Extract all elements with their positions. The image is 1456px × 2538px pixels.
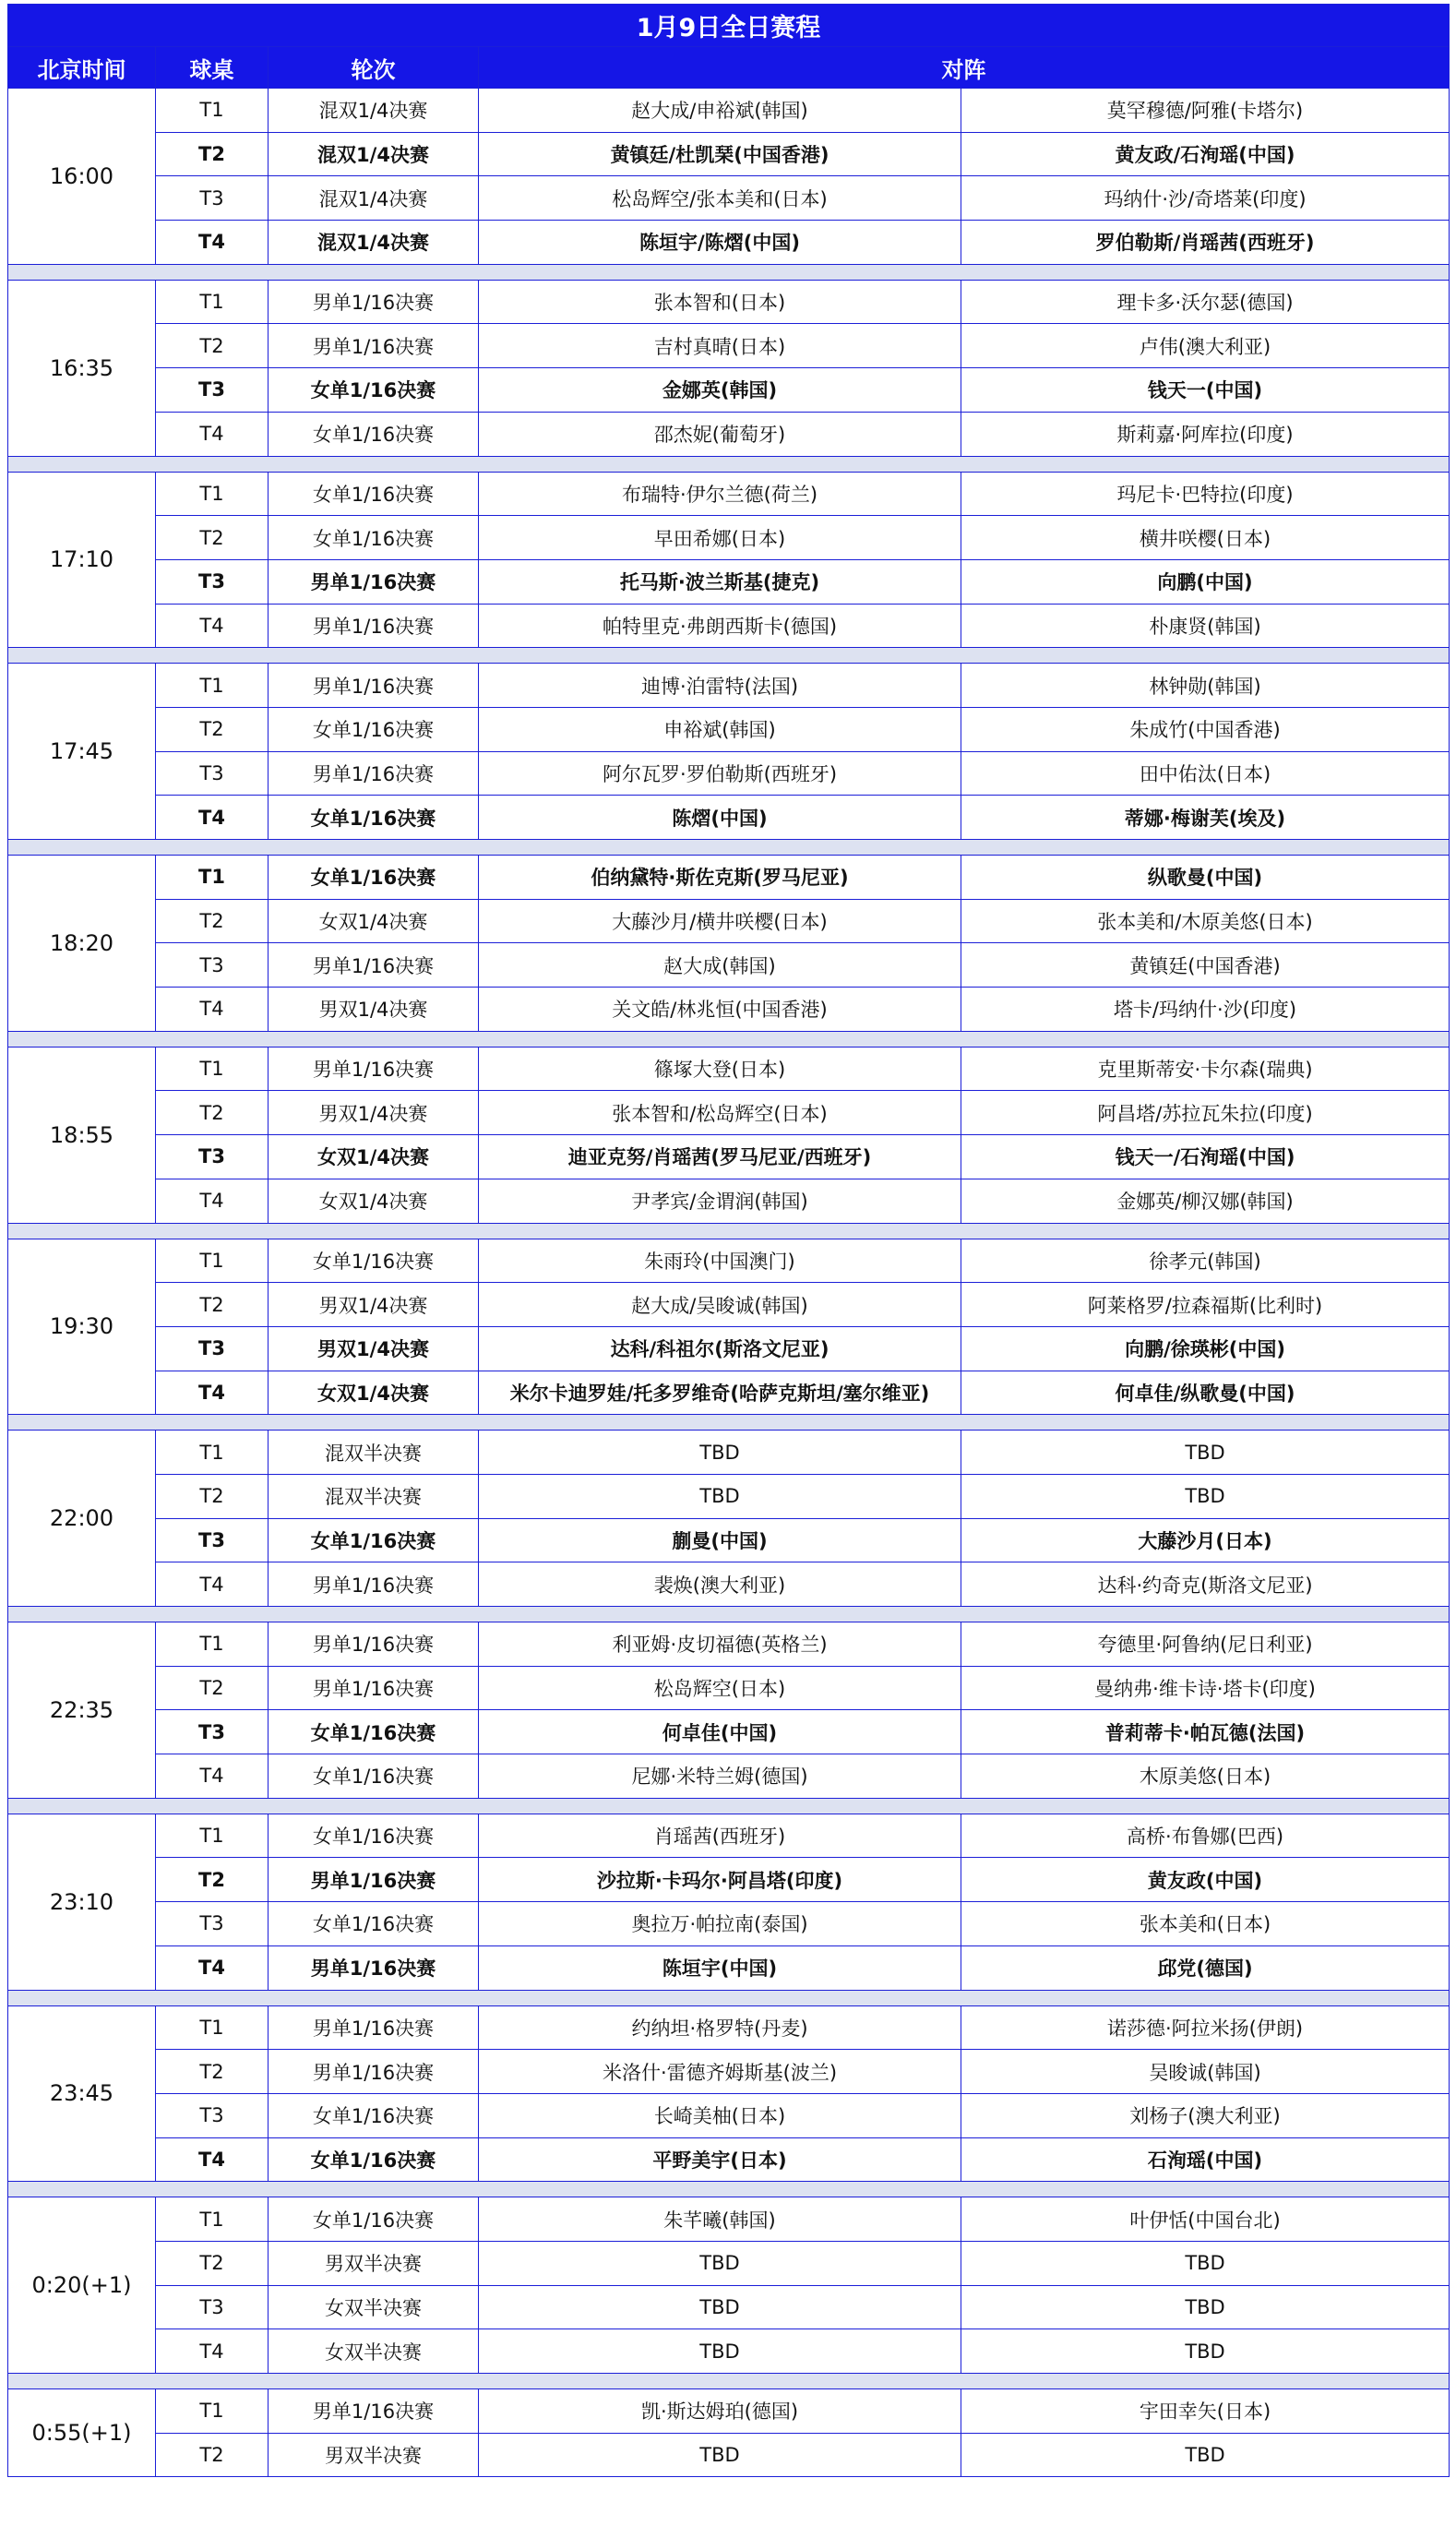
group-separator — [8, 1798, 1450, 1814]
round-cell: 男单1/16决赛 — [269, 2389, 479, 2434]
player-left: TBD — [479, 2329, 961, 2374]
separator-cell — [8, 2374, 1450, 2389]
match-row — [8, 1754, 1450, 1799]
round-cell: 男双1/4决赛 — [269, 1326, 479, 1371]
header-round: 轮次 — [269, 47, 479, 89]
player-left: TBD — [479, 2285, 961, 2329]
header-matchup: 对阵 — [479, 47, 1450, 89]
time-slot: 23:45 — [8, 2005, 156, 2182]
player-left: 大藤沙月/横井咲樱(日本) — [479, 899, 961, 943]
player-right: TBD — [961, 2433, 1450, 2477]
player-right: 诺莎德·阿拉米扬(伊朗) — [961, 2005, 1450, 2050]
player-right: 克里斯蒂安·卡尔森(瑞典) — [961, 1047, 1450, 1091]
round-cell: 男双1/4决赛 — [269, 1283, 479, 1327]
player-left: TBD — [479, 2433, 961, 2477]
player-right: TBD — [961, 2329, 1450, 2374]
time-slot: 18:55 — [8, 1047, 156, 1223]
group-separator — [8, 264, 1450, 280]
player-right: 张本美和(日本) — [961, 1902, 1450, 1946]
match-row — [8, 1710, 1450, 1754]
player-right: 向鹏(中国) — [961, 559, 1450, 604]
player-left: 米尔卡迪罗娃/托多罗维奇(哈萨克斯坦/塞尔维亚) — [479, 1371, 961, 1415]
table-cell: T4 — [156, 988, 269, 1032]
player-left: 张本智和(日本) — [479, 280, 961, 324]
table-cell: T1 — [156, 2005, 269, 2050]
time-slot: 22:00 — [8, 1431, 156, 1607]
separator-cell — [8, 648, 1450, 664]
player-left: 关文皓/林兆恒(中国香港) — [479, 988, 961, 1032]
match-row — [8, 899, 1450, 943]
round-cell: 男双半决赛 — [269, 2241, 479, 2285]
player-right: 黄友政(中国) — [961, 1858, 1450, 1902]
player-right: 钱天一(中国) — [961, 368, 1450, 413]
table-cell: T1 — [156, 1431, 269, 1475]
player-left: 奥拉万·帕拉南(泰国) — [479, 1902, 961, 1946]
table-cell: T1 — [156, 1047, 269, 1091]
player-right: 金娜英/柳汉娜(韩国) — [961, 1179, 1450, 1223]
player-left: 赵大成(韩国) — [479, 943, 961, 988]
table-cell: T4 — [156, 412, 269, 456]
match-row — [8, 221, 1450, 265]
match-row — [8, 1091, 1450, 1135]
separator-cell — [8, 840, 1450, 856]
group-separator — [8, 456, 1450, 472]
player-left: 伯纳黛特·斯佐克斯(罗马尼亚) — [479, 856, 961, 900]
match-row — [8, 2093, 1450, 2137]
table-cell: T3 — [156, 1902, 269, 1946]
player-right: 宇田幸矢(日本) — [961, 2389, 1450, 2434]
table-cell: T3 — [156, 1326, 269, 1371]
player-left: 张本智和/松岛辉空(日本) — [479, 1091, 961, 1135]
player-right: 蒂娜·梅谢芙(埃及) — [961, 796, 1450, 840]
table-cell: T4 — [156, 1945, 269, 1990]
match-row — [8, 2241, 1450, 2285]
round-cell: 女单1/16决赛 — [269, 856, 479, 900]
time-slot: 0:20(+1) — [8, 2197, 156, 2374]
player-left: 帕特里克·弗朗西斯卡(德国) — [479, 604, 961, 648]
table-cell: T2 — [156, 899, 269, 943]
player-right: 莫罕穆德/阿雅(卡塔尔) — [961, 89, 1450, 133]
table-cell: T2 — [156, 1091, 269, 1135]
time-slot: 16:35 — [8, 280, 156, 456]
table-cell: T2 — [156, 1283, 269, 1327]
round-cell: 女单1/16决赛 — [269, 796, 479, 840]
round-cell: 混双半决赛 — [269, 1474, 479, 1518]
header-table: 球桌 — [156, 47, 269, 89]
player-right: 吴晙诚(韩国) — [961, 2050, 1450, 2094]
time-slot: 19:30 — [8, 1239, 156, 1415]
match-row — [8, 516, 1450, 560]
table-cell: T1 — [156, 2197, 269, 2242]
player-left: 迪亚克努/肖瑶茜(罗马尼亚/西班牙) — [479, 1135, 961, 1179]
match-row — [8, 1283, 1450, 1327]
player-left: 申裕斌(韩国) — [479, 707, 961, 751]
match-row — [8, 1562, 1450, 1607]
player-right: 木原美悠(日本) — [961, 1754, 1450, 1799]
table-cell: T4 — [156, 1754, 269, 1799]
match-row — [8, 1622, 1450, 1667]
match-row — [8, 1474, 1450, 1518]
player-left: 何卓佳(中国) — [479, 1710, 961, 1754]
separator-cell — [8, 2182, 1450, 2197]
player-right: 纵歌曼(中国) — [961, 856, 1450, 900]
table-cell: T1 — [156, 1814, 269, 1858]
separator-cell — [8, 1031, 1450, 1047]
round-cell: 男单1/16决赛 — [269, 1858, 479, 1902]
table-cell: T2 — [156, 1666, 269, 1710]
player-left: 吉村真晴(日本) — [479, 324, 961, 368]
player-right: 何卓佳/纵歌曼(中国) — [961, 1371, 1450, 1415]
table-cell: T2 — [156, 707, 269, 751]
match-row — [8, 2433, 1450, 2477]
player-right: 张本美和/木原美悠(日本) — [961, 899, 1450, 943]
schedule-title: 1月9日全日赛程 — [8, 5, 1450, 47]
round-cell: 女双1/4决赛 — [269, 1371, 479, 1415]
table-cell: T4 — [156, 604, 269, 648]
round-cell: 男单1/16决赛 — [269, 324, 479, 368]
separator-cell — [8, 456, 1450, 472]
round-cell: 男单1/16决赛 — [269, 1622, 479, 1667]
match-row — [8, 2329, 1450, 2374]
table-cell: T3 — [156, 559, 269, 604]
table-cell: T4 — [156, 1179, 269, 1223]
table-cell: T3 — [156, 1710, 269, 1754]
match-row — [8, 2285, 1450, 2329]
player-left: 尼娜·米特兰姆(德国) — [479, 1754, 961, 1799]
table-cell: T1 — [156, 1239, 269, 1283]
round-cell: 男单1/16决赛 — [269, 1945, 479, 1990]
player-left: TBD — [479, 1431, 961, 1475]
player-left: 陈垣宇/陈熠(中国) — [479, 221, 961, 265]
table-cell: T2 — [156, 516, 269, 560]
round-cell: 女双半决赛 — [269, 2329, 479, 2374]
match-row — [8, 472, 1450, 516]
round-cell: 女单1/16决赛 — [269, 1814, 479, 1858]
round-cell: 女双1/4决赛 — [269, 1135, 479, 1179]
match-row — [8, 132, 1450, 176]
round-cell: 女单1/16决赛 — [269, 1754, 479, 1799]
match-row — [8, 324, 1450, 368]
round-cell: 男单1/16决赛 — [269, 664, 479, 708]
table-cell: T2 — [156, 324, 269, 368]
player-right: 高桥·布鲁娜(巴西) — [961, 1814, 1450, 1858]
player-left: 松岛辉空(日本) — [479, 1666, 961, 1710]
player-left: 沙拉斯·卡玛尔·阿昌塔(印度) — [479, 1858, 961, 1902]
group-separator — [8, 1990, 1450, 2005]
player-left: 早田希娜(日本) — [479, 516, 961, 560]
player-left: 凯·斯达姆珀(德国) — [479, 2389, 961, 2434]
round-cell: 男单1/16决赛 — [269, 559, 479, 604]
player-right: TBD — [961, 2241, 1450, 2285]
player-right: 曼纳弗·维卡诗·塔卡(印度) — [961, 1666, 1450, 1710]
table-cell: T3 — [156, 2285, 269, 2329]
table-cell: T3 — [156, 751, 269, 796]
round-cell: 女单1/16决赛 — [269, 516, 479, 560]
group-separator — [8, 1415, 1450, 1431]
separator-cell — [8, 264, 1450, 280]
table-cell: T4 — [156, 2137, 269, 2182]
title-row — [8, 5, 1450, 47]
round-cell: 男单1/16决赛 — [269, 2050, 479, 2094]
player-right: 玛尼卡·巴特拉(印度) — [961, 472, 1450, 516]
match-row — [8, 1371, 1450, 1415]
player-right: 朴康贤(韩国) — [961, 604, 1450, 648]
match-row — [8, 368, 1450, 413]
table-cell: T2 — [156, 1858, 269, 1902]
match-row — [8, 988, 1450, 1032]
round-cell: 男双1/4决赛 — [269, 988, 479, 1032]
match-row — [8, 1047, 1450, 1091]
table-cell: T1 — [156, 280, 269, 324]
header-time: 北京时间 — [8, 47, 156, 89]
player-left: 尹孝宾/金谓润(韩国) — [479, 1179, 961, 1223]
round-cell: 女单1/16决赛 — [269, 707, 479, 751]
time-slot: 16:00 — [8, 89, 156, 265]
player-left: 篠塚大登(日本) — [479, 1047, 961, 1091]
player-left: TBD — [479, 2241, 961, 2285]
table-cell: T2 — [156, 2241, 269, 2285]
table-cell: T3 — [156, 2093, 269, 2137]
round-cell: 混双1/4决赛 — [269, 221, 479, 265]
match-row — [8, 1902, 1450, 1946]
time-slot: 23:10 — [8, 1814, 156, 1990]
separator-cell — [8, 1223, 1450, 1239]
player-left: 金娜英(韩国) — [479, 368, 961, 413]
player-right: 斯莉嘉·阿库拉(印度) — [961, 412, 1450, 456]
schedule-table — [7, 4, 1450, 2477]
player-right: TBD — [961, 1431, 1450, 1475]
player-left: 阿尔瓦罗·罗伯勒斯(西班牙) — [479, 751, 961, 796]
player-left: 裴焕(澳大利亚) — [479, 1562, 961, 1607]
player-right: 普莉蒂卡·帕瓦德(法国) — [961, 1710, 1450, 1754]
player-right: 横井咲樱(日本) — [961, 516, 1450, 560]
round-cell: 混双1/4决赛 — [269, 132, 479, 176]
round-cell: 女单1/16决赛 — [269, 2137, 479, 2182]
player-left: 布瑞特·伊尔兰德(荷兰) — [479, 472, 961, 516]
round-cell: 女单1/16决赛 — [269, 1710, 479, 1754]
round-cell: 女双半决赛 — [269, 2285, 479, 2329]
player-left: TBD — [479, 1474, 961, 1518]
time-slot: 18:20 — [8, 856, 156, 1032]
match-row — [8, 1858, 1450, 1902]
player-right: TBD — [961, 1474, 1450, 1518]
table-cell: T2 — [156, 1474, 269, 1518]
table-cell: T4 — [156, 796, 269, 840]
player-left: 陈垣宇(中国) — [479, 1945, 961, 1990]
player-right: 阿昌塔/苏拉瓦朱拉(印度) — [961, 1091, 1450, 1135]
table-cell: T1 — [156, 856, 269, 900]
player-right: 卢伟(澳大利亚) — [961, 324, 1450, 368]
player-right: 黄友政/石洵瑶(中国) — [961, 132, 1450, 176]
player-right: 石洵瑶(中国) — [961, 2137, 1450, 2182]
table-cell: T3 — [156, 176, 269, 221]
player-right: TBD — [961, 2285, 1450, 2329]
player-left: 赵大成/吴晙诚(韩国) — [479, 1283, 961, 1327]
time-slot: 17:45 — [8, 664, 156, 840]
player-left: 黄镇廷/杜凯琹(中国香港) — [479, 132, 961, 176]
time-slot: 0:55(+1) — [8, 2389, 156, 2477]
match-row — [8, 2050, 1450, 2094]
round-cell: 男双1/4决赛 — [269, 1091, 479, 1135]
match-row — [8, 280, 1450, 324]
match-row — [8, 856, 1450, 900]
player-right: 向鹏/徐瑛彬(中国) — [961, 1326, 1450, 1371]
group-separator — [8, 2374, 1450, 2389]
round-cell: 女单1/16决赛 — [269, 412, 479, 456]
group-separator — [8, 1031, 1450, 1047]
group-separator — [8, 648, 1450, 664]
round-cell: 男单1/16决赛 — [269, 2005, 479, 2050]
player-left: 邵杰妮(葡萄牙) — [479, 412, 961, 456]
player-right: 刘杨子(澳大利亚) — [961, 2093, 1450, 2137]
match-row — [8, 707, 1450, 751]
match-row — [8, 89, 1450, 133]
player-right: 达科·约奇克(斯洛文尼亚) — [961, 1562, 1450, 1607]
match-row — [8, 559, 1450, 604]
round-cell: 混双1/4决赛 — [269, 176, 479, 221]
player-right: 塔卡/玛纳什·沙(印度) — [961, 988, 1450, 1032]
match-row — [8, 1179, 1450, 1223]
player-left: 达科/科祖尔(斯洛文尼亚) — [479, 1326, 961, 1371]
player-right: 徐孝元(韩国) — [961, 1239, 1450, 1283]
round-cell: 女单1/16决赛 — [269, 472, 479, 516]
player-right: 罗伯勒斯/肖瑶茜(西班牙) — [961, 221, 1450, 265]
player-right: 夸德里·阿鲁纳(尼日利亚) — [961, 1622, 1450, 1667]
player-right: 黄镇廷(中国香港) — [961, 943, 1450, 988]
table-cell: T4 — [156, 1371, 269, 1415]
group-separator — [8, 2182, 1450, 2197]
round-cell: 男单1/16决赛 — [269, 1666, 479, 1710]
player-right: 阿莱格罗/拉森福斯(比利时) — [961, 1283, 1450, 1327]
match-row — [8, 1239, 1450, 1283]
match-row — [8, 1666, 1450, 1710]
player-left: 赵大成/申裕斌(韩国) — [479, 89, 961, 133]
player-right: 理卡多·沃尔瑟(德国) — [961, 280, 1450, 324]
header-row — [8, 47, 1450, 89]
table-cell: T3 — [156, 1518, 269, 1562]
player-left: 迪博·泊雷特(法国) — [479, 664, 961, 708]
schedule-body — [8, 89, 1450, 2477]
match-row — [8, 1518, 1450, 1562]
separator-cell — [8, 1798, 1450, 1814]
table-cell: T1 — [156, 89, 269, 133]
player-left: 朱雨玲(中国澳门) — [479, 1239, 961, 1283]
round-cell: 女单1/16决赛 — [269, 2197, 479, 2242]
round-cell: 女单1/16决赛 — [269, 368, 479, 413]
player-left: 朱芊曦(韩国) — [479, 2197, 961, 2242]
round-cell: 混双1/4决赛 — [269, 89, 479, 133]
separator-cell — [8, 1990, 1450, 2005]
match-row — [8, 1431, 1450, 1475]
table-cell: T4 — [156, 221, 269, 265]
match-row — [8, 1814, 1450, 1858]
player-left: 长崎美柚(日本) — [479, 2093, 961, 2137]
round-cell: 男单1/16决赛 — [269, 604, 479, 648]
table-cell: T1 — [156, 472, 269, 516]
group-separator — [8, 840, 1450, 856]
round-cell: 男单1/16决赛 — [269, 943, 479, 988]
player-right: 大藤沙月(日本) — [961, 1518, 1450, 1562]
player-left: 平野美宇(日本) — [479, 2137, 961, 2182]
round-cell: 男单1/16决赛 — [269, 280, 479, 324]
player-left: 蒯曼(中国) — [479, 1518, 961, 1562]
player-left: 托马斯·波兰斯基(捷克) — [479, 559, 961, 604]
separator-cell — [8, 1607, 1450, 1622]
match-row — [8, 2389, 1450, 2434]
separator-cell — [8, 1415, 1450, 1431]
table-cell: T3 — [156, 1135, 269, 1179]
player-left: 约纳坦·格罗特(丹麦) — [479, 2005, 961, 2050]
player-left: 松岛辉空/张本美和(日本) — [479, 176, 961, 221]
table-cell: T1 — [156, 2389, 269, 2434]
player-right: 邱党(德国) — [961, 1945, 1450, 1990]
player-left: 利亚姆·皮切福德(英格兰) — [479, 1622, 961, 1667]
player-left: 米洛什·雷德齐姆斯基(波兰) — [479, 2050, 961, 2094]
match-row — [8, 664, 1450, 708]
player-right: 玛纳什·沙/奇塔莱(印度) — [961, 176, 1450, 221]
table-cell: T2 — [156, 132, 269, 176]
group-separator — [8, 1223, 1450, 1239]
match-row — [8, 2197, 1450, 2242]
match-row — [8, 412, 1450, 456]
round-cell: 男单1/16决赛 — [269, 1047, 479, 1091]
time-slot: 17:10 — [8, 472, 156, 648]
table-cell: T2 — [156, 2050, 269, 2094]
match-row — [8, 943, 1450, 988]
table-cell: T3 — [156, 943, 269, 988]
round-cell: 女单1/16决赛 — [269, 1902, 479, 1946]
round-cell: 女单1/16决赛 — [269, 1518, 479, 1562]
match-row — [8, 2137, 1450, 2182]
match-row — [8, 1326, 1450, 1371]
match-row — [8, 796, 1450, 840]
round-cell: 男双半决赛 — [269, 2433, 479, 2477]
table-cell: T4 — [156, 2329, 269, 2374]
player-left: 陈熠(中国) — [479, 796, 961, 840]
round-cell: 混双半决赛 — [269, 1431, 479, 1475]
player-right: 钱天一/石洵瑶(中国) — [961, 1135, 1450, 1179]
match-row — [8, 1135, 1450, 1179]
round-cell: 女双1/4决赛 — [269, 1179, 479, 1223]
match-row — [8, 2005, 1450, 2050]
round-cell: 女单1/16决赛 — [269, 1239, 479, 1283]
player-right: 林钟勋(韩国) — [961, 664, 1450, 708]
round-cell: 男单1/16决赛 — [269, 1562, 479, 1607]
table-cell: T3 — [156, 368, 269, 413]
table-cell: T4 — [156, 1562, 269, 1607]
time-slot: 22:35 — [8, 1622, 156, 1799]
group-separator — [8, 1607, 1450, 1622]
round-cell: 男单1/16决赛 — [269, 751, 479, 796]
match-row — [8, 604, 1450, 648]
round-cell: 女双1/4决赛 — [269, 899, 479, 943]
table-cell: T1 — [156, 1622, 269, 1667]
player-right: 叶伊恬(中国台北) — [961, 2197, 1450, 2242]
table-cell: T2 — [156, 2433, 269, 2477]
table-cell: T1 — [156, 664, 269, 708]
player-right: 田中佑汰(日本) — [961, 751, 1450, 796]
match-row — [8, 1945, 1450, 1990]
player-right: 朱成竹(中国香港) — [961, 707, 1450, 751]
player-left: 肖瑶茜(西班牙) — [479, 1814, 961, 1858]
round-cell: 女单1/16决赛 — [269, 2093, 479, 2137]
match-row — [8, 751, 1450, 796]
match-row — [8, 176, 1450, 221]
